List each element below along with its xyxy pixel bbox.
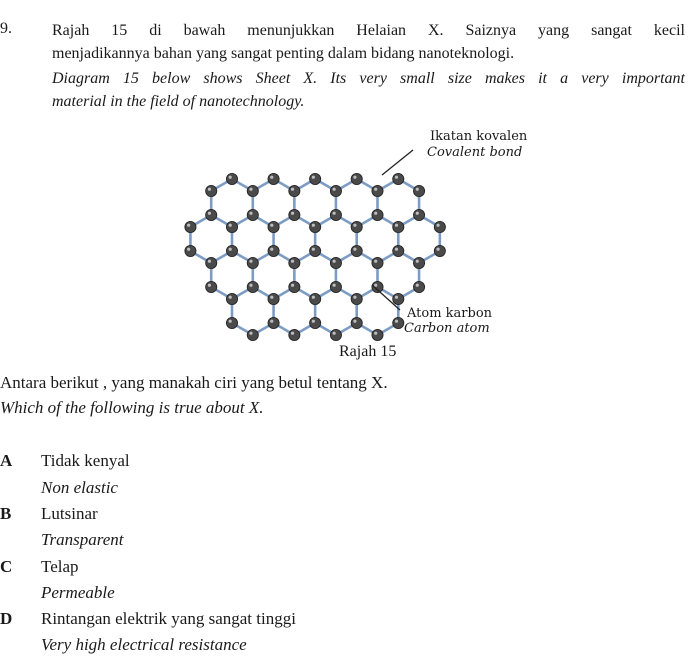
option-text-english: Transparent [41,530,124,549]
atom-highlight [312,224,315,227]
atom-highlight [374,284,377,287]
bond-pointer-line [382,150,413,175]
carbon-atom [206,209,217,220]
atom-highlight [416,188,419,191]
atom-highlight [374,212,377,215]
atom-highlight [270,320,273,323]
label-atom-english: Carbon atom [404,321,490,336]
carbon-atom [351,173,362,184]
atom-highlight [416,212,419,215]
carbon-atom [206,281,217,292]
carbon-atom [226,173,237,184]
carbon-atom [226,245,237,256]
atom-highlight [353,224,356,227]
carbon-atom [330,209,341,220]
carbon-atom [226,221,237,232]
carbon-atom [226,293,237,304]
carbon-atom [247,281,258,292]
carbon-atom [413,209,424,220]
option-letter: D [0,609,13,628]
label-bond-malay: Ikatan kovalen [430,129,528,144]
atom-highlight [291,332,294,335]
atom-highlight [270,248,273,251]
carbon-atom [351,245,362,256]
atom-highlight [270,224,273,227]
atom-highlight [291,260,294,263]
atom-highlight [312,320,315,323]
atom-highlight [208,188,211,191]
question-number: 9. [0,20,12,37]
atom-highlight [312,248,315,251]
carbon-atom [372,209,383,220]
carbon-atom [310,173,321,184]
atom-highlight [333,284,336,287]
atom-highlight [270,296,273,299]
carbon-atom [247,329,258,340]
stem-malay-line-2: menjadikannya bahan yang sangat penting dalam bidang nanoteknologi. [52,45,515,62]
option-letter: A [0,451,13,470]
carbon-atom [268,221,279,232]
atom-highlight [208,212,211,215]
carbon-atom [351,317,362,328]
atom-highlight [229,320,232,323]
carbon-atom [289,281,300,292]
carbon-atom [393,317,404,328]
atom-highlight [249,188,252,191]
label-bond-english: Covalent bond [427,145,523,160]
atom-highlight [374,188,377,191]
carbon-atom [185,245,196,256]
carbon-atom [310,293,321,304]
stem-malay-line-1: Rajah 15 di bawah menunjukkan Helaian X. Saiznya yang sangat kecil [52,22,685,39]
carbon-atom [413,257,424,268]
carbon-atom [393,245,404,256]
atom-highlight [416,260,419,263]
stem-english-line-2: material in the field of nanotechnology. [52,93,305,110]
carbon-atom [247,209,258,220]
atom-highlight [353,320,356,323]
carbon-atom [330,185,341,196]
carbon-atom [310,245,321,256]
atom-highlight [436,224,439,227]
option-text-english: Permeable [41,583,115,602]
atom-highlight [208,260,211,263]
prompt-english: Which of the following is true about X. [0,398,264,417]
carbon-atom [289,209,300,220]
atom-highlight [229,176,232,179]
atom-highlight [291,212,294,215]
carbon-atom [310,317,321,328]
atom-highlight [312,296,315,299]
option-letter: C [0,557,13,576]
atom-highlight [291,188,294,191]
carbon-atom [206,257,217,268]
carbon-atom [372,185,383,196]
atom-highlight [333,212,336,215]
carbon-atom [393,221,404,232]
atom-highlight [249,212,252,215]
atom-highlight [187,224,190,227]
carbon-atom [268,317,279,328]
carbon-atom [434,221,445,232]
atom-highlight [353,248,356,251]
option-letter: B [0,504,12,523]
atom-highlight [333,260,336,263]
option-text-malay: Rintangan elektrik yang sangat tinggi [41,609,296,628]
carbon-atom [330,257,341,268]
atom-highlight [249,260,252,263]
carbon-atom [268,245,279,256]
atom-highlight [291,284,294,287]
atom-highlight [395,224,398,227]
carbon-atom [289,257,300,268]
atom-highlight [436,248,439,251]
atom-highlight [270,176,273,179]
atom-highlight [353,176,356,179]
stem-english-line-1: Diagram 15 below shows Sheet X. Its very small size makes it a very important [52,70,685,87]
atom-highlight [395,320,398,323]
carbon-atom [206,185,217,196]
atom-highlight [416,284,419,287]
carbon-atom [351,293,362,304]
carbon-atom [434,245,445,256]
atom-highlight [333,188,336,191]
carbon-atom [247,257,258,268]
carbon-atom [289,329,300,340]
atom-highlight [395,248,398,251]
atom-highlight [187,248,190,251]
carbon-atom [310,221,321,232]
carbon-atom [289,185,300,196]
atom-highlight [229,224,232,227]
carbon-atom [393,173,404,184]
carbon-atom [393,293,404,304]
option-text-malay: Tidak kenyal [41,451,130,470]
atom-highlight [229,248,232,251]
carbon-atom [413,281,424,292]
atom-highlight [249,284,252,287]
atom-highlight [374,260,377,263]
carbon-atom [226,317,237,328]
label-atom-malay: Atom karbon [407,306,493,321]
option-text-english: Non elastic [41,478,118,497]
carbon-atom [330,329,341,340]
covalent-bonds [190,179,439,335]
atom-highlight [312,176,315,179]
option-text-english: Very high electrical resistance [41,635,247,654]
atom-highlight [374,332,377,335]
atom-highlight [353,296,356,299]
atom-highlight [333,332,336,335]
carbon-atom [185,221,196,232]
carbon-atom [372,257,383,268]
carbon-atom [268,293,279,304]
carbon-atom [247,185,258,196]
carbon-atom [413,185,424,196]
atom-highlight [395,296,398,299]
diagram-caption: Rajah 15 [339,343,397,360]
carbon-atom [372,329,383,340]
atom-highlight [395,176,398,179]
atom-highlight [249,332,252,335]
option-text-malay: Telap [41,557,79,576]
carbon-atom [351,221,362,232]
option-text-malay: Lutsinar [41,504,98,523]
prompt-malay: Antara berikut , yang manakah ciri yang betul tentang X. [0,373,388,392]
atom-highlight [208,284,211,287]
carbon-atom [330,281,341,292]
atom-highlight [229,296,232,299]
carbon-atom [268,173,279,184]
